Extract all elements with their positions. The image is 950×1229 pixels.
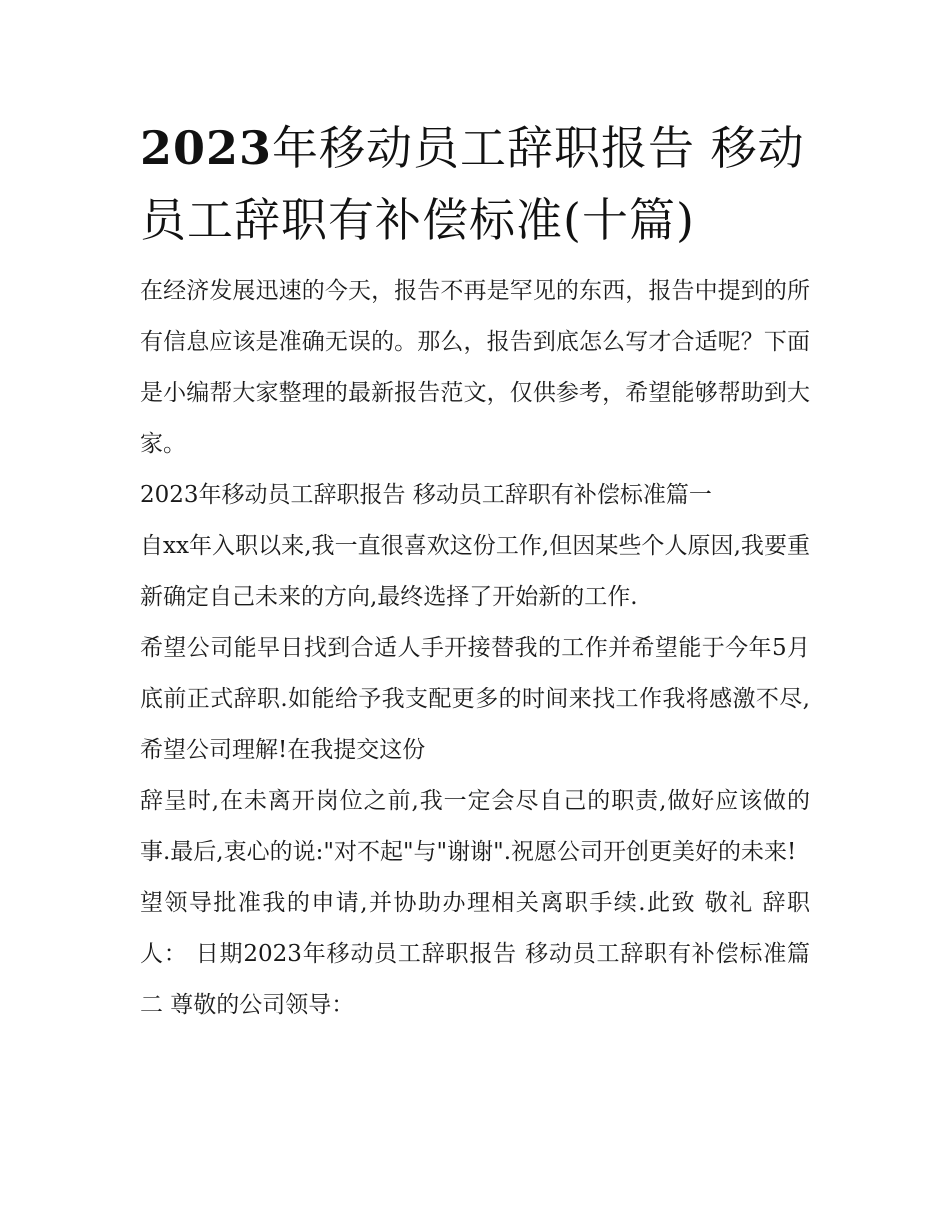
body-paragraph: 希望公司能早日找到合适人手开接替我的工作并希望能于今年5月底前正式辞职.如能给予我支配更多的时间来找工作我将感激不尽,希望公司理解!在我提交这份 <box>140 635 810 763</box>
document-title <box>140 112 810 256</box>
body-paragraph: 辞呈时,在未离开岗位之前,我一定会尽自己的职责,做好应该做的事.最后,衷心的说:"对不起"与"谢谢".祝愿公司开创更美好的未来! <box>140 788 810 865</box>
section-heading-1: 2023年移动员工辞职报告 移动员工辞职有补偿标准篇一 <box>140 482 712 508</box>
title-year: 2023 <box>140 121 273 175</box>
body-paragraph: 自xx年入职以来,我一直很喜欢这份工作,但因某些个人原因,我要重新确定自己未来的方向,最终选择了开始新的工作. <box>140 533 810 610</box>
intro-paragraph: 在经济发展迅速的今天，报告不再是罕见的东西，报告中提到的所有信息应该是准确无误的。那么，报告到底怎么写才合适呢？下面是小编帮大家整理的最新报告范文，仅供参考，希望能够帮助到大家。 <box>140 278 810 457</box>
body-paragraph: 望领导批准我的申请,并协助办理相关离职手续.此致 敬礼 辞职人： 日期2023年移动员工辞职报告 移动员工辞职有补偿标准篇二 尊敬的公司领导： <box>140 890 810 1018</box>
title-text: 年移动员工辞职报告 移动员工辞职有补偿标准(十篇) <box>140 121 805 247</box>
document-body <box>140 112 810 1031</box>
